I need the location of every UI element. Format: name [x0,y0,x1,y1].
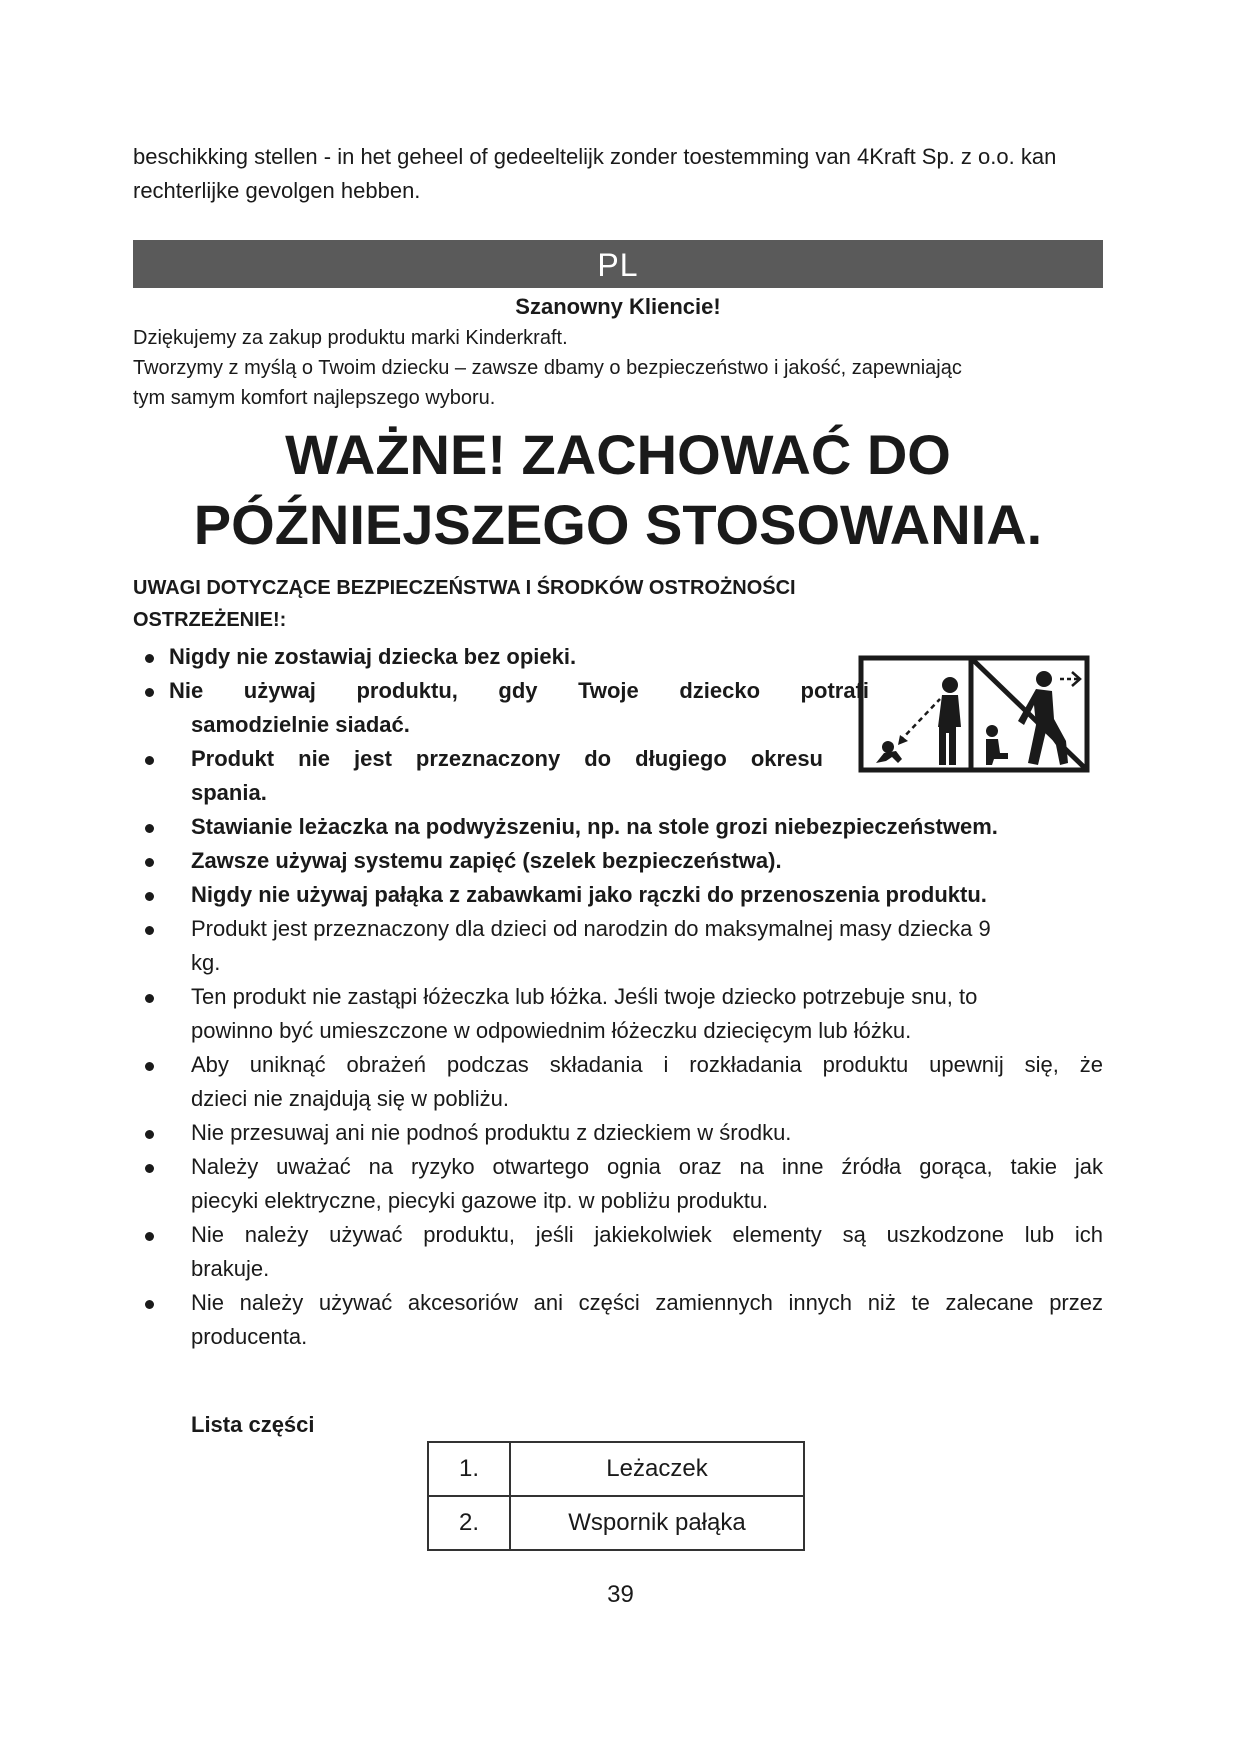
section-heading: UWAGI DOTYCZĄCE BEZPIECZEŃSTWA I ŚRODKÓW OSTROŻNOŚCI [133,577,796,599]
bullet-icon [145,688,154,697]
baby-figure-icon [876,741,902,763]
part-number: 2. [428,1496,510,1550]
bullet-icon [145,1062,154,1071]
warning-label: OSTRZEŻENIE!: [133,609,287,631]
bullet-icon [145,756,154,765]
list-item: Należy uważać na ryzyko otwartego ognia oraz na inne źródła gorąca, takie jak piecyki elektryczne, piecyki gazowe itp. w pobliżu produktu. [133,1150,1103,1218]
arrow-right-icon [1060,672,1080,686]
bullet-icon [145,1130,154,1139]
list-item: Produkt nie jest przeznaczony do długiego okresu spania. [133,742,891,810]
text-line: Tworzymy z myślą o Twoim dziecku – zawsze dbamy o bezpieczeństwo i jakość, zapewniając [133,357,962,379]
list-item: Nigdy nie zostawiaj dziecka bez opieki. [133,640,869,674]
table-row [428,1496,804,1550]
bullet-icon [145,858,154,867]
previous-section-text [133,140,1103,208]
list-item: Nie używaj produktu, gdy Twoje dziecko potrafi samodzielnie siadać. [133,674,869,742]
bullet-icon [145,1300,154,1309]
parts-table [427,1441,805,1551]
greeting: Szanowny Kliencie! [515,294,721,319]
table-row [428,1442,804,1496]
adult-figure-icon [938,677,961,765]
safety-heading [133,572,1103,636]
list-item: Ten produkt nie zastąpi łóżeczka lub łóżka. Jeśli twoje dziecko potrzebuje snu, to powinno być umieszczone w odpowiednim łóżeczku dziecięcym lub łóżku. [133,980,1103,1048]
page-number: 39 [607,1581,634,1608]
list-item: Produkt jest przeznaczony dla dzieci od narodzin do maksymalnej masy dziecka 9 kg. [133,912,1103,980]
list-item: Nigdy nie używaj pałąka z zabawkami jako rączki do przenoszenia produktu. [133,878,1103,912]
title-line: PÓŹNIEJSZEGO STOSOWANIA. [193,493,1043,556]
list-item: Aby uniknąć obrażeń podczas składania i rozkładania produktu upewnij się, że dzieci nie znajdują się w pobliżu. [133,1048,1103,1116]
list-item: Nie należy używać akcesoriów ani części zamiennych innych niż te zalecane przez producenta. [133,1286,1103,1354]
part-name: Wspornik pałąka [510,1496,804,1550]
bullet-icon [145,1232,154,1241]
list-item: Nie należy używać produktu, jeśli jakiekolwiek elementy są uszkodzone lub ich brakuje. [133,1218,1103,1286]
bullet-icon [145,1164,154,1173]
parts-list-title: Lista części [191,1412,315,1437]
important-title [133,420,1103,560]
language-header-band: PL [133,240,1103,288]
text-line: Dziękujemy za zakup produktu marki Kinderkraft. [133,327,568,349]
bullet-icon [145,994,154,1003]
list-item: Stawianie leżaczka na podwyższeniu, np. na stole grozi niebezpieczeństwem. [133,810,1103,844]
dashed-line-of-sight-icon [898,699,940,745]
sitting-child-icon [986,725,1008,765]
walking-adult-icon [1018,671,1068,765]
bullet-icon [145,892,154,901]
bullet-icon [145,654,154,663]
bullet-icon [145,926,154,935]
list-item: Nie przesuwaj ani nie podnoś produktu z dzieckiem w środku. [133,1116,1103,1150]
title-line: WAŻNE! ZACHOWAĆ DO [285,423,951,486]
bullet-icon [145,824,154,833]
list-item: Zawsze używaj systemu zapięć (szelek bezpieczeństwa). [133,844,1103,878]
part-number: 1. [428,1442,510,1496]
intro-paragraph [133,323,1103,413]
text-line: tym samym komfort najlepszego wyboru. [133,387,496,409]
text-line: beschikking stellen - in het geheel of gedeeltelijk zonder toestemming van 4Kraft Sp. z o.o. kan [133,144,1057,169]
part-name: Leżaczek [510,1442,804,1496]
do-not-leave-child-unattended-icon [858,655,1090,773]
text-line: rechterlijke gevolgen hebben. [133,178,421,203]
